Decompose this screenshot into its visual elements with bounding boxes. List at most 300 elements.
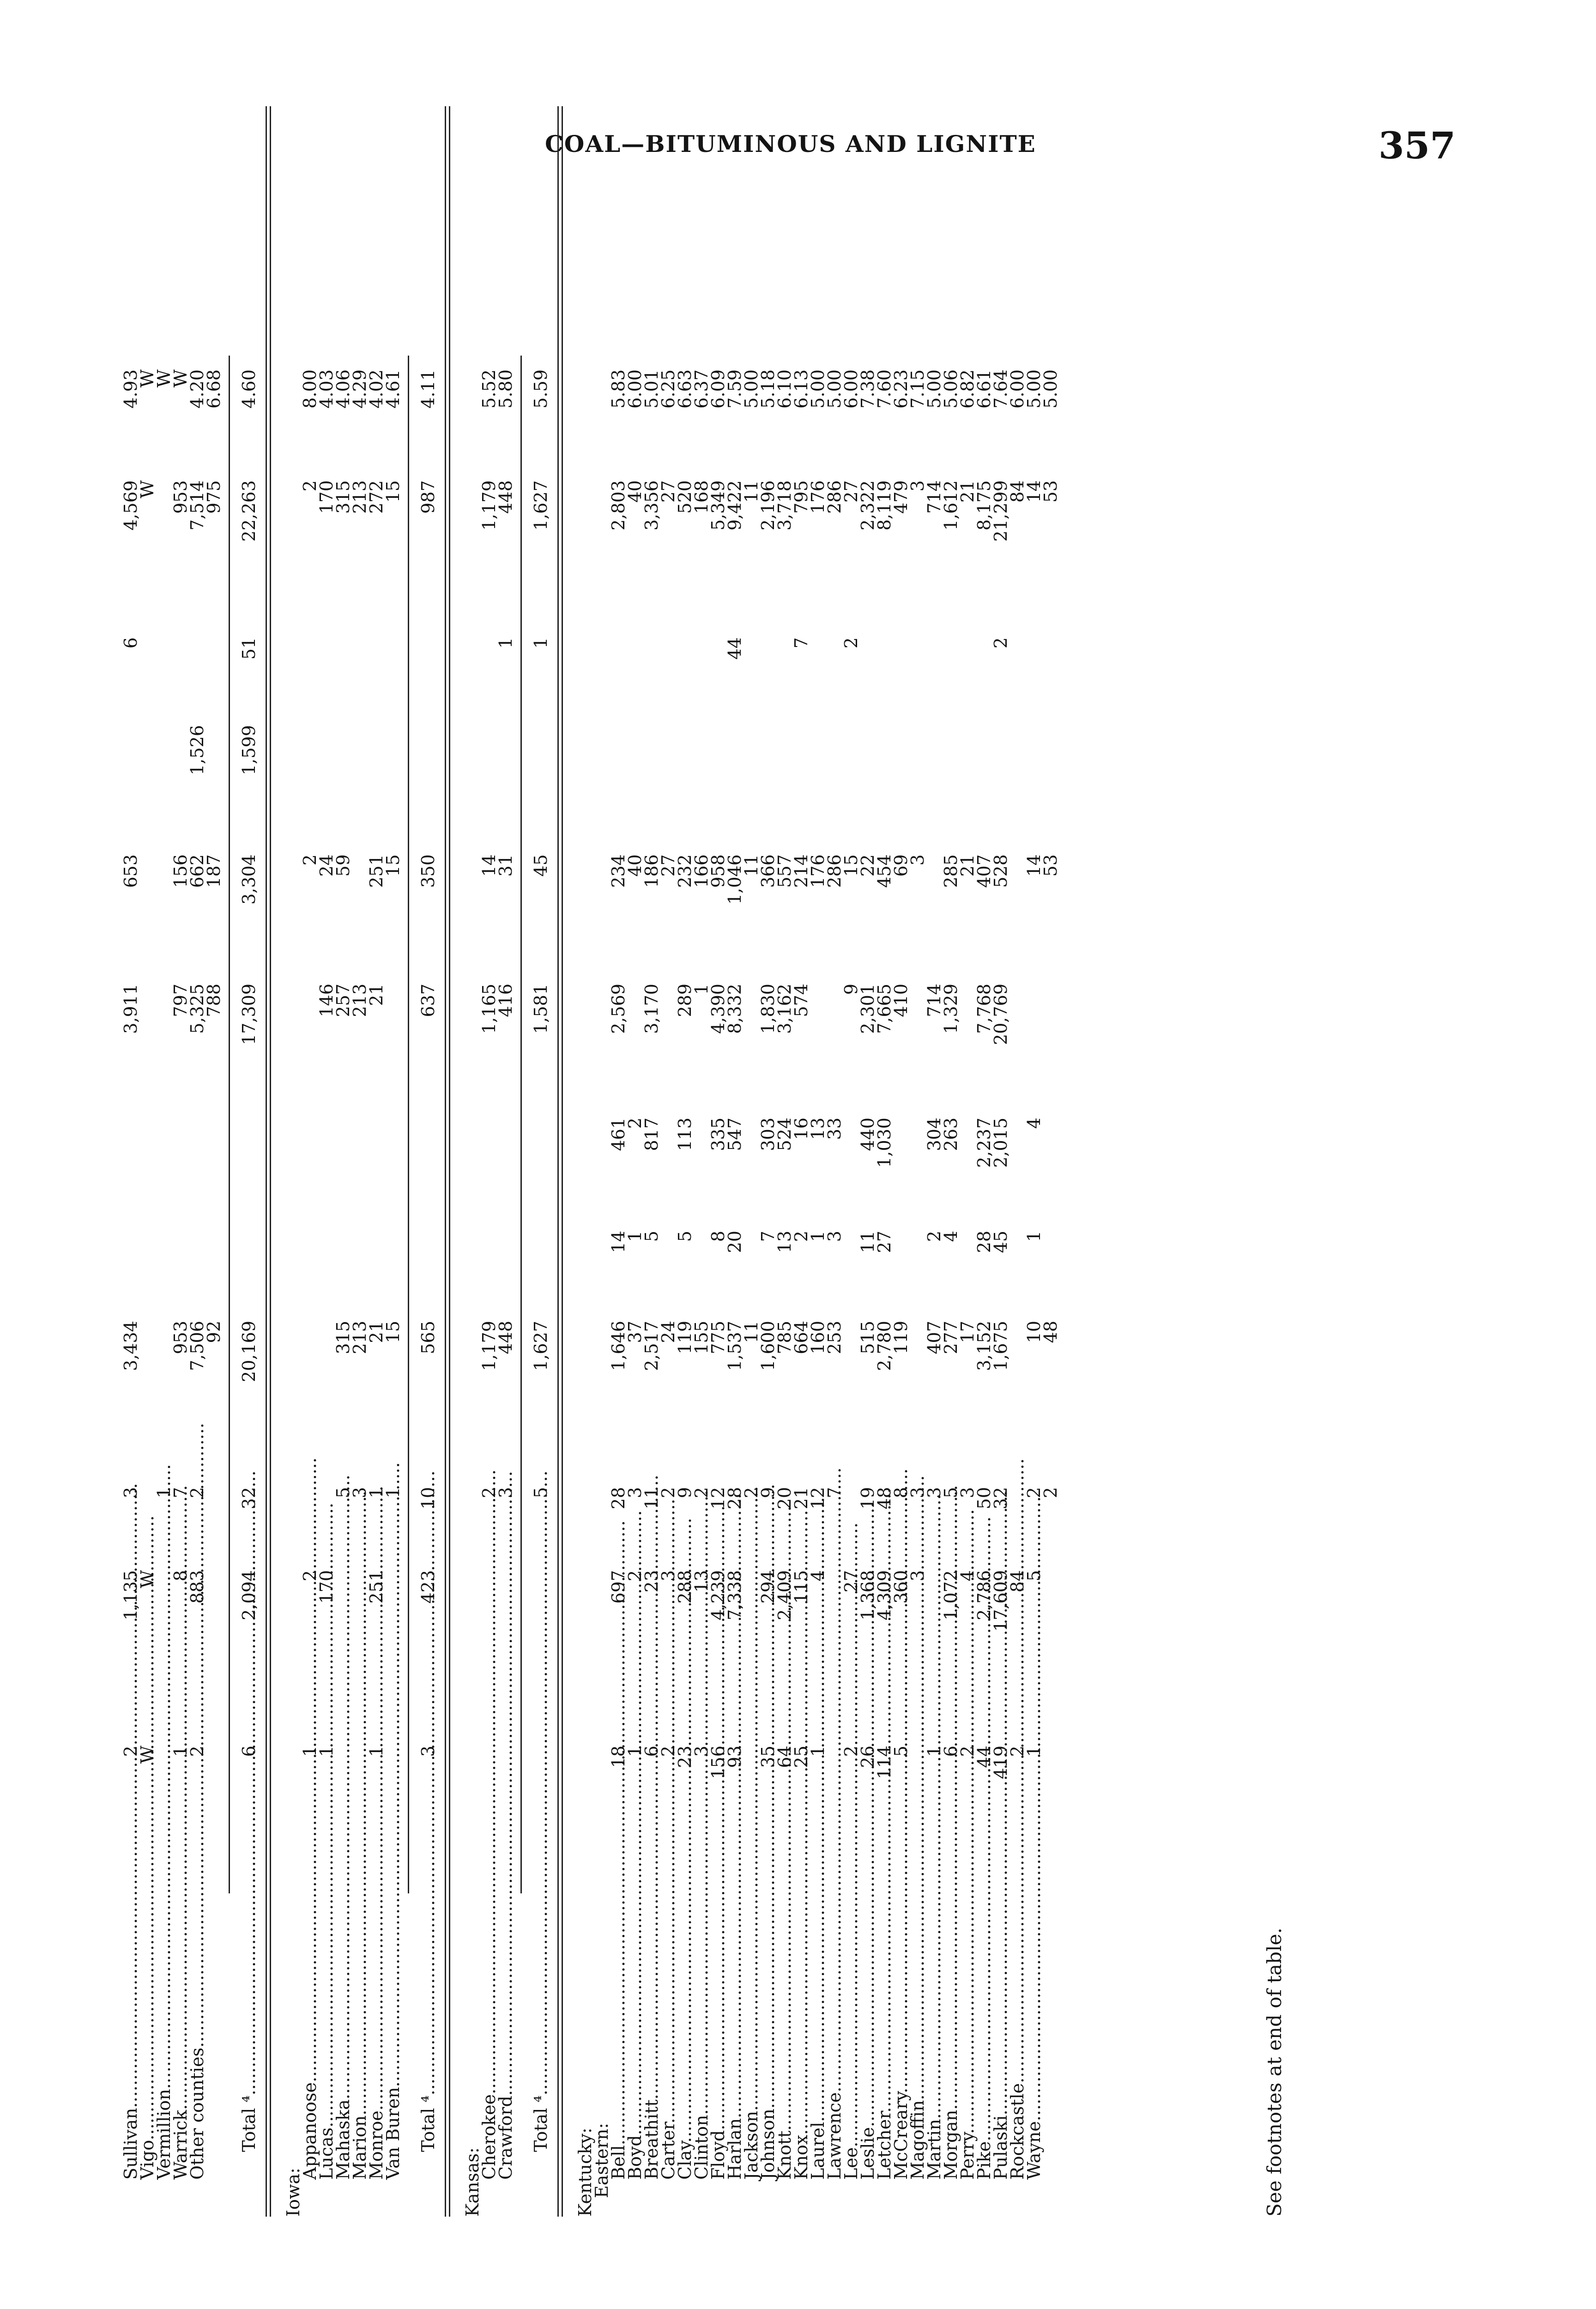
- table-cell: 953: [170, 1321, 191, 1354]
- table-row: [876, 106, 893, 2217]
- table-cell: 8: [170, 1570, 191, 1582]
- table-cell: 288: [675, 1570, 695, 1604]
- table-cell: 1,627: [531, 1321, 551, 1371]
- table-row: [743, 106, 760, 2217]
- table-cell: 653: [121, 854, 141, 888]
- table-cell: 186: [641, 854, 662, 888]
- table-cell: 6: [239, 1746, 259, 1757]
- table-cell: 9: [841, 984, 861, 995]
- table-cell: 1,135: [121, 1570, 141, 1620]
- table-cell: 286: [824, 480, 845, 514]
- table-cell: 3: [691, 1746, 712, 1757]
- table-cell: 33: [824, 1118, 845, 1140]
- table-cell: 4,239: [708, 1570, 728, 1620]
- table-cell: 1: [808, 1231, 828, 1242]
- table-cell: 6: [121, 637, 141, 649]
- table-cell: 3: [418, 1746, 438, 1757]
- table-cell: 24: [658, 1321, 678, 1343]
- table-row: [793, 106, 810, 2217]
- row-label: Leslie .....: [859, 1884, 876, 2217]
- table-cell: 4: [957, 1570, 978, 1582]
- row-label: Warrick .....: [172, 1884, 189, 2217]
- table-cell: 3,718: [774, 480, 795, 531]
- table-cell: 12: [808, 1487, 828, 1510]
- table-cell: 5: [333, 1487, 353, 1499]
- table-cell: 6.68: [204, 369, 224, 409]
- table-cell: 48: [874, 1487, 895, 1510]
- table-cell: 1: [1024, 1231, 1044, 1242]
- total-row: [532, 106, 549, 2217]
- table-cell: 416: [496, 984, 516, 1017]
- table-cell: 27: [841, 1570, 861, 1593]
- table-cell: 286: [824, 854, 845, 888]
- table-cell: 1,526: [187, 725, 207, 775]
- table-cell: 93: [725, 1746, 745, 1768]
- table-cell: 7,514: [187, 480, 207, 531]
- table-cell: 4.20: [187, 369, 207, 409]
- table-cell: 7,768: [974, 984, 994, 1034]
- table-cell: 37: [625, 1321, 645, 1343]
- table-cell: 272: [366, 480, 387, 514]
- table-cell: 8,332: [725, 984, 745, 1034]
- table-row: [776, 106, 793, 2217]
- table-cell: 407: [974, 854, 994, 888]
- table-cell: 8: [708, 1231, 728, 1242]
- table-cell: 6: [641, 1746, 662, 1757]
- row-label: Jackson .....: [743, 1884, 760, 2217]
- table-cell: 2,569: [608, 984, 629, 1034]
- table-cell: 2: [841, 1746, 861, 1757]
- table-cell: 84: [1007, 1570, 1028, 1593]
- section-double-rule: [266, 106, 271, 2217]
- table-cell: 557: [774, 854, 795, 888]
- table-cell: 3,162: [774, 984, 795, 1034]
- table-cell: 2,780: [874, 1321, 895, 1371]
- table-row: [693, 106, 710, 2217]
- table-row: [497, 106, 514, 2217]
- row-label: Marion .....: [351, 1884, 368, 2217]
- footnote-text: See footnotes at end of table.: [1263, 1928, 1286, 2217]
- table-cell: 114: [874, 1746, 895, 1779]
- row-label: Other counties .....: [189, 1884, 206, 2217]
- table-row: [710, 106, 726, 2217]
- table-row: [189, 106, 206, 2217]
- table-cell: 3,911: [121, 984, 141, 1034]
- table-cell: 7.60: [874, 369, 895, 409]
- table-cell: 4.03: [316, 369, 337, 409]
- table-cell: 1,072: [941, 1570, 961, 1620]
- row-label: Crawford .....: [497, 1884, 514, 2217]
- row-label: Boyd .....: [627, 1884, 643, 2217]
- table-cell: 31: [496, 854, 516, 877]
- table-cell: 17,609: [991, 1570, 1011, 1632]
- table-cell: 335: [708, 1118, 728, 1151]
- table-cell: 11: [741, 480, 762, 503]
- table-row: [385, 106, 401, 2217]
- table-cell: 6.25: [658, 369, 678, 409]
- table-cell: 3: [907, 480, 928, 492]
- table-cell: 289: [675, 984, 695, 1017]
- table-cell: 6.23: [891, 369, 911, 409]
- table-cell: 407: [924, 1321, 944, 1354]
- table-cell: 21,299: [991, 480, 1011, 542]
- table-cell: 6.63: [675, 369, 695, 409]
- table-cell: 775: [708, 1321, 728, 1354]
- table-cell: 8.00: [300, 369, 320, 409]
- table-cell: 44: [725, 637, 745, 660]
- table-cell: 520: [675, 480, 695, 514]
- table-cell: 5.00: [1040, 369, 1061, 409]
- table-cell: 25: [791, 1746, 811, 1768]
- subtotal-rule: [520, 356, 522, 1893]
- table-cell: 2: [741, 1487, 762, 1499]
- table-cell: 294: [758, 1570, 778, 1604]
- table-cell: 20: [774, 1487, 795, 1510]
- table-row: [943, 106, 959, 2217]
- table-cell: 15: [841, 854, 861, 877]
- row-label: Total ⁴ .....: [241, 1856, 257, 2217]
- total-row: [420, 106, 436, 2217]
- table-cell: 6.00: [1007, 369, 1028, 409]
- table-cell: 315: [333, 480, 353, 514]
- table-cell: 51: [239, 637, 259, 660]
- table-cell: 4: [941, 1231, 961, 1242]
- table-row: [122, 106, 139, 2217]
- table-cell: 40: [625, 480, 645, 503]
- row-label: Sullivan .....: [122, 1884, 139, 2217]
- row-label: Lawrence .....: [826, 1884, 843, 2217]
- table-cell: 20: [725, 1231, 745, 1253]
- table-cell: 7: [170, 1487, 191, 1499]
- table-cell: 2,237: [974, 1118, 994, 1168]
- table-cell: 1,046: [725, 854, 745, 905]
- row-label: Mahaska .....: [335, 1884, 351, 2217]
- table-cell: 714: [924, 480, 944, 514]
- table-cell: 1: [316, 1746, 337, 1757]
- table-row: [760, 106, 776, 2217]
- table-cell: 3: [121, 1487, 141, 1499]
- row-label: Morgan .....: [943, 1884, 959, 2217]
- table-cell: 16: [791, 1118, 811, 1140]
- table-cell: 303: [758, 1118, 778, 1151]
- table-row: [172, 106, 189, 2217]
- table-cell: 251: [366, 1570, 387, 1604]
- table-cell: 1,600: [758, 1321, 778, 1371]
- row-label: Lucas .....: [318, 1884, 335, 2217]
- table-cell: 156: [170, 854, 191, 888]
- section-heading: Kansas:: [462, 2147, 483, 2217]
- table-cell: 115: [791, 1570, 811, 1604]
- table-cell: 2: [187, 1487, 207, 1499]
- table-cell: 13: [774, 1231, 795, 1253]
- table-cell: 11: [741, 1321, 762, 1343]
- table-cell: 448: [496, 480, 516, 514]
- table-cell: 5.00: [1024, 369, 1044, 409]
- table-cell: 958: [708, 854, 728, 888]
- table-cell: 5: [941, 1487, 961, 1499]
- table-cell: 8: [891, 1487, 911, 1499]
- row-label: McCreary .....: [893, 1884, 909, 2217]
- row-label: Breathitt .....: [643, 1884, 660, 2217]
- table-cell: 1,612: [941, 480, 961, 531]
- row-label: Pulaski .....: [992, 1884, 1009, 2217]
- table-cell: 168: [691, 480, 712, 514]
- table-cell: 53: [1040, 854, 1061, 877]
- table-cell: 9,422: [725, 480, 745, 531]
- table-cell: 5.18: [758, 369, 778, 409]
- table-cell: 9: [675, 1487, 695, 1499]
- table-cell: 5: [675, 1231, 695, 1242]
- table-cell: 1,179: [479, 480, 499, 531]
- table-cell: 21: [957, 854, 978, 877]
- table-row: [335, 106, 351, 2217]
- table-cell: 7.38: [858, 369, 878, 409]
- row-label: Letcher .....: [876, 1884, 893, 2217]
- table-cell: 1: [154, 1487, 174, 1499]
- table-cell: 6.13: [791, 369, 811, 409]
- table-cell: 1: [383, 1487, 403, 1499]
- table-cell: 156: [708, 1746, 728, 1779]
- table-cell: 9: [758, 1487, 778, 1499]
- row-label: Appanoose .....: [302, 1884, 318, 2217]
- table-cell: 785: [774, 1321, 795, 1354]
- table-cell: 5.00: [824, 369, 845, 409]
- table-cell: 14: [608, 1231, 629, 1253]
- table-cell: 975: [204, 480, 224, 514]
- table-cell: 3,434: [121, 1321, 141, 1371]
- table-cell: 454: [874, 854, 895, 888]
- table-cell: 3: [625, 1487, 645, 1499]
- row-label: Lee .....: [843, 1884, 859, 2217]
- table-cell: 304: [924, 1118, 944, 1151]
- table-cell: 3: [907, 854, 928, 866]
- table-cell: 45: [991, 1231, 1011, 1253]
- running-header-title: COAL—BITUMINOUS AND LIGNITE: [545, 130, 1036, 157]
- table-cell: 448: [496, 1321, 516, 1354]
- table-cell: W: [154, 369, 174, 388]
- table-cell: 92: [204, 1321, 224, 1343]
- table-cell: 27: [658, 854, 678, 877]
- table-cell: 2: [841, 637, 861, 649]
- table-cell: 17,309: [239, 984, 259, 1045]
- row-label: Total ⁴ .....: [420, 1856, 436, 2217]
- table-cell: 27: [658, 480, 678, 503]
- table-cell: 6.09: [708, 369, 728, 409]
- table-cell: 662: [187, 854, 207, 888]
- section-heading: Iowa:: [283, 2168, 303, 2217]
- table-cell: 423: [418, 1570, 438, 1604]
- table-cell: 160: [808, 1321, 828, 1354]
- table-cell: 277: [941, 1321, 961, 1354]
- table-cell: 3: [658, 1570, 678, 1582]
- table-cell: 7: [791, 637, 811, 649]
- table-cell: 6.37: [691, 369, 712, 409]
- table-cell: 7.64: [991, 369, 1011, 409]
- row-label: Perry .....: [959, 1884, 976, 2217]
- table-cell: 176: [808, 480, 828, 514]
- table-row: [1026, 106, 1042, 2217]
- table-cell: 4: [1024, 1118, 1044, 1129]
- table-cell: 2: [791, 1231, 811, 1242]
- table-cell: 1: [691, 984, 712, 995]
- row-label: Knox .....: [793, 1884, 810, 2217]
- table-cell: 27: [874, 1231, 895, 1253]
- table-cell: W: [170, 369, 191, 388]
- table-cell: 1,537: [725, 1321, 745, 1371]
- table-cell: 113: [675, 1118, 695, 1151]
- table-cell: 13: [808, 1118, 828, 1140]
- table-cell: 5,325: [187, 984, 207, 1034]
- table-cell: 6.00: [625, 369, 645, 409]
- table-cell: 2: [658, 1746, 678, 1757]
- row-label: Vermillion .....: [156, 1884, 172, 2217]
- table-row: [909, 106, 926, 2217]
- table-cell: 21: [366, 1321, 387, 1343]
- table-cell: 6.61: [974, 369, 994, 409]
- rotated-table: [104, 106, 1305, 2217]
- table-row: [826, 106, 843, 2217]
- table-cell: 7,506: [187, 1321, 207, 1371]
- table-cell: 8,175: [974, 480, 994, 531]
- table-cell: 1,179: [479, 1321, 499, 1371]
- table-cell: 1,830: [758, 984, 778, 1034]
- table-cell: W: [137, 1570, 157, 1589]
- table-cell: 5.00: [808, 369, 828, 409]
- table-cell: 6.10: [774, 369, 795, 409]
- table-cell: 2,803: [608, 480, 629, 531]
- table-cell: 7: [758, 1231, 778, 1242]
- table-row: [926, 106, 943, 2217]
- table-cell: 3: [496, 1487, 516, 1499]
- table-row: [139, 106, 156, 2217]
- table-cell: 2: [991, 637, 1011, 649]
- table-cell: 5: [641, 1231, 662, 1242]
- table-cell: 35: [758, 1746, 778, 1768]
- table-cell: 5.00: [741, 369, 762, 409]
- table-cell: 5.52: [479, 369, 499, 409]
- table-cell: 18: [608, 1746, 629, 1768]
- table-cell: 953: [170, 480, 191, 514]
- table-cell: 24: [316, 854, 337, 877]
- table-cell: 1: [1024, 1746, 1044, 1757]
- table-cell: 14: [479, 854, 499, 877]
- table-cell: 1,675: [991, 1321, 1011, 1371]
- table-cell: 479: [891, 480, 911, 514]
- table-cell: 15: [383, 480, 403, 503]
- table-row: [810, 106, 826, 2217]
- table-cell: 6.00: [841, 369, 861, 409]
- table-cell: 4.06: [333, 369, 353, 409]
- table-cell: W: [137, 480, 157, 499]
- table-cell: 7: [824, 1487, 845, 1499]
- table-row: [1042, 106, 1059, 2217]
- table-cell: 5: [891, 1746, 911, 1757]
- table-cell: 257: [333, 984, 353, 1017]
- table-cell: 176: [808, 854, 828, 888]
- table-cell: 213: [350, 480, 370, 514]
- table-cell: 2,015: [991, 1118, 1011, 1168]
- table-cell: 714: [924, 984, 944, 1017]
- table-cell: 84: [1007, 480, 1028, 503]
- table-cell: 1: [366, 1746, 387, 1757]
- table-cell: 2: [479, 1487, 499, 1499]
- table-cell: 1,599: [239, 725, 259, 775]
- table-cell: 22: [858, 854, 878, 877]
- table-row: [859, 106, 876, 2217]
- table-cell: 2: [121, 1746, 141, 1757]
- table-cell: 187: [204, 854, 224, 888]
- table-cell: 2,409: [774, 1570, 795, 1620]
- page-number: 357: [1378, 124, 1456, 167]
- table-cell: 524: [774, 1118, 795, 1151]
- table-row: [843, 106, 859, 2217]
- table-cell: 565: [418, 1321, 438, 1354]
- table-row: [302, 106, 318, 2217]
- table-cell: 146: [316, 984, 337, 1017]
- row-label: Knott .....: [776, 1884, 793, 2217]
- table-cell: 795: [791, 480, 811, 514]
- table-cell: 2,786: [974, 1570, 994, 1620]
- row-label: Clay .....: [677, 1884, 693, 2217]
- row-label: Bell .....: [610, 1884, 627, 2217]
- table-cell: 4,309: [874, 1570, 895, 1620]
- table-cell: 11: [641, 1487, 662, 1510]
- table-cell: 366: [758, 854, 778, 888]
- table-cell: 2: [625, 1570, 645, 1582]
- table-cell: 28: [608, 1487, 629, 1510]
- table-cell: 1,581: [531, 984, 551, 1034]
- table-row: [677, 106, 693, 2217]
- table-cell: 664: [791, 1321, 811, 1354]
- table-cell: 1: [625, 1746, 645, 1757]
- subtotal-rule: [229, 356, 230, 1893]
- row-label: Monroe .....: [368, 1884, 385, 2217]
- table-row: [318, 106, 335, 2217]
- table-cell: 3,304: [239, 854, 259, 905]
- subtotal-rule: [408, 356, 409, 1893]
- table-cell: 2: [187, 1746, 207, 1757]
- table-cell: 6: [941, 1746, 961, 1757]
- table-cell: 50: [974, 1487, 994, 1510]
- table-cell: 119: [675, 1321, 695, 1354]
- table-cell: 69: [891, 854, 911, 877]
- table-cell: 440: [858, 1118, 878, 1151]
- table-cell: 461: [608, 1118, 629, 1151]
- table-cell: 2: [691, 1487, 712, 1499]
- table-row: [627, 106, 643, 2217]
- row-label: Martin .....: [926, 1884, 943, 2217]
- table-cell: 3: [924, 1487, 944, 1499]
- table-cell: 547: [725, 1118, 745, 1151]
- row-label: Total ⁴ .....: [532, 1856, 549, 2217]
- table-cell: 528: [991, 854, 1011, 888]
- table-cell: 350: [418, 854, 438, 888]
- table-cell: 53: [1040, 480, 1061, 503]
- table-row: [156, 106, 172, 2217]
- table-cell: 17: [957, 1321, 978, 1343]
- table-cell: 7.59: [725, 369, 745, 409]
- table-cell: 637: [418, 984, 438, 1017]
- table-cell: 4.61: [383, 369, 403, 409]
- table-cell: 166: [691, 854, 712, 888]
- table-cell: 12: [708, 1487, 728, 1510]
- table-cell: 1: [496, 637, 516, 649]
- section-heading: Eastern:: [592, 2122, 612, 2198]
- table-row: [976, 106, 992, 2217]
- table-cell: 315: [333, 1321, 353, 1354]
- table-cell: 1: [300, 1746, 320, 1757]
- table-cell: 234: [608, 854, 629, 888]
